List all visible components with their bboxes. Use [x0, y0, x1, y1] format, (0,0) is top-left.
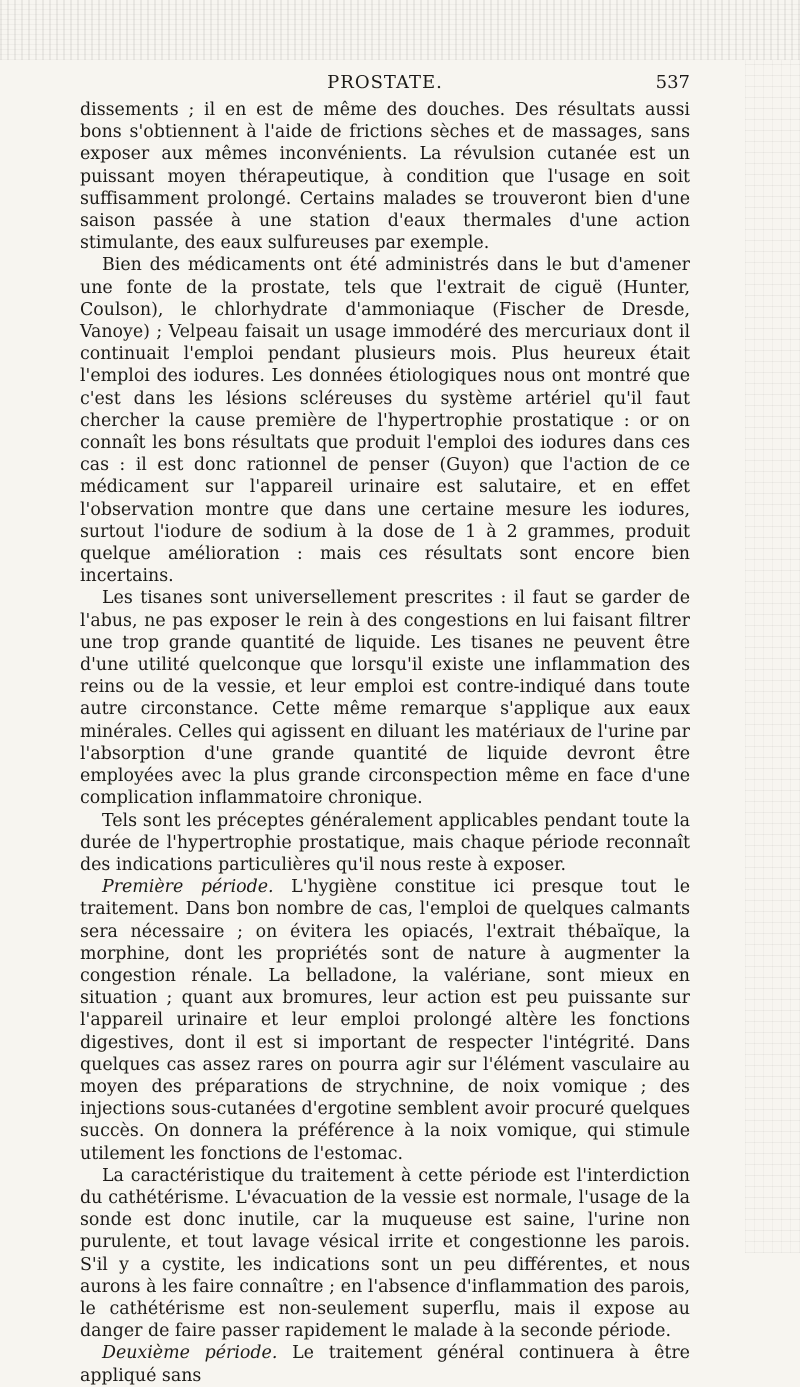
paragraph-premiere-periode: [80, 876, 690, 1165]
paragraph-tisanes: Les tisanes sont universellement prescrites : il faut se garder de l'abus, ne pas exposer le rein à des congestions en lui faisant filtrer une trop grande quantité de liquide. Les tisanes ne peuvent être d'une utilité quelconque que lorsqu'il existe une inflammation des reins ou de la vessie, et leur emploi est contre-indiqué dans toute autre circonstance. Cette même remarque s'applique aux eaux minérales. Celles qui agissent en diluant les matériaux de l'urine par l'absorption d'une grande quantité de liquide devront être employées avec la plus grande circonspection même en face d'une complication inflammatoire chronique.: [80, 588, 690, 809]
body-text: [80, 99, 690, 1387]
scan-noise-top: [0, 0, 800, 60]
running-header: [80, 72, 690, 96]
deuxieme-periode-label: Deuxième période.: [102, 1343, 278, 1364]
paragraph-medicaments: Bien des médicaments ont été administrés dans le but d'amener une fonte de la prostate, tels que l'extrait de ciguë (Hunter, Coulson), le chlorhydrate d'ammoniaque (Fischer de Dresde, Vanoye) ; Velpeau faisait un usage immodéré des mercuriaux dont il continuait l'emploi pendant plusieurs mois. Plus heureux était l'emploi des iodures. Les données étiologiques nous ont montré que c'est dans les lésions scléreuses du système artériel qu'il faut chercher la cause première de l'hypertrophie prostatique : or on connaît les bons résultats que produit l'emploi des iodures dans ces cas : il est donc rationnel de penser (Guyon) que l'action de ce médicament sur l'appareil urinaire est salutaire, et en effet l'observation montre que dans une certaine mesure les iodures, surtout l'iodure de sodium à la dose de 1 à 2 grammes, produit quelque amélioration : mais ces résultats sont encore bien incertains.: [80, 255, 690, 587]
paragraph-catheterisme: La caractéristique du traitement à cette période est l'interdiction du cathétérisme. L'évacuation de la vessie est normale, l'usage de la sonde est donc inutile, car la muqueuse est saine, l'urine non purulente, et tout lavage vésical irrite et congestionne les parois. S'il y a cystite, les indications sont un peu différentes, et nous aurons à les faire connaître ; en l'absence d'inflammation des parois, le cathétérisme est non-seulement superflu, mais il expose au danger de faire passer rapidement le malade à la seconde période.: [80, 1165, 690, 1342]
page-number: 537: [655, 72, 690, 93]
premiere-periode-label: Première période.: [102, 877, 274, 898]
scan-noise-right: [745, 60, 800, 1253]
paragraph-preceptes: Tels sont les préceptes généralement applicables pendant toute la durée de l'hypertrophie prostatique, mais chaque période reconnaît des indications particulières qu'il nous reste à exposer.: [80, 810, 690, 875]
running-title: PROSTATE.: [327, 72, 443, 93]
paragraph-douches: dissements ; il en est de même des douches. Des résultats aussi bons s'obtiennent à l'aide de frictions sèches et de massages, sans exposer aux mêmes inconvénients. La révulsion cutanée est un puissant moyen thérapeutique, à condition que l'usage en soit suffisamment prolongé. Certains malades se trouveront bien d'une saison passée à une station d'eaux thermales d'une action stimulante, des eaux sulfureuses par exemple.: [80, 100, 690, 254]
deuxieme-periode-text: Le traitement général continuera à être appliqué sans: [80, 1343, 690, 1386]
paragraph-deuxieme-periode: [80, 1342, 690, 1386]
premiere-periode-text: L'hygiène constitue ici presque tout le traitement. Dans bon nombre de cas, l'emploi de quelques calmants sera nécessaire ; on évitera les opiacés, l'extrait thébaïque, la morphine, dont les propriétés sont de nature à augmenter la congestion rénale. La belladone, la valériane, sont mieux en situation ; quant aux bromures, leur action est peu puissante sur l'appareil urinaire et leur emploi prolongé altère les fonctions digestives, dont il est si important de respecter l'intégrité. Dans quelques cas assez rares on pourra agir sur l'élément vasculaire au moyen des préparations de strychnine, de noix vomique ; des injections sous-cutanées d'ergotine semblent avoir procuré quelques succès. On donnera la préférence à la noix vomique, qui stimule utilement les fonctions de l'estomac.: [80, 877, 690, 1164]
